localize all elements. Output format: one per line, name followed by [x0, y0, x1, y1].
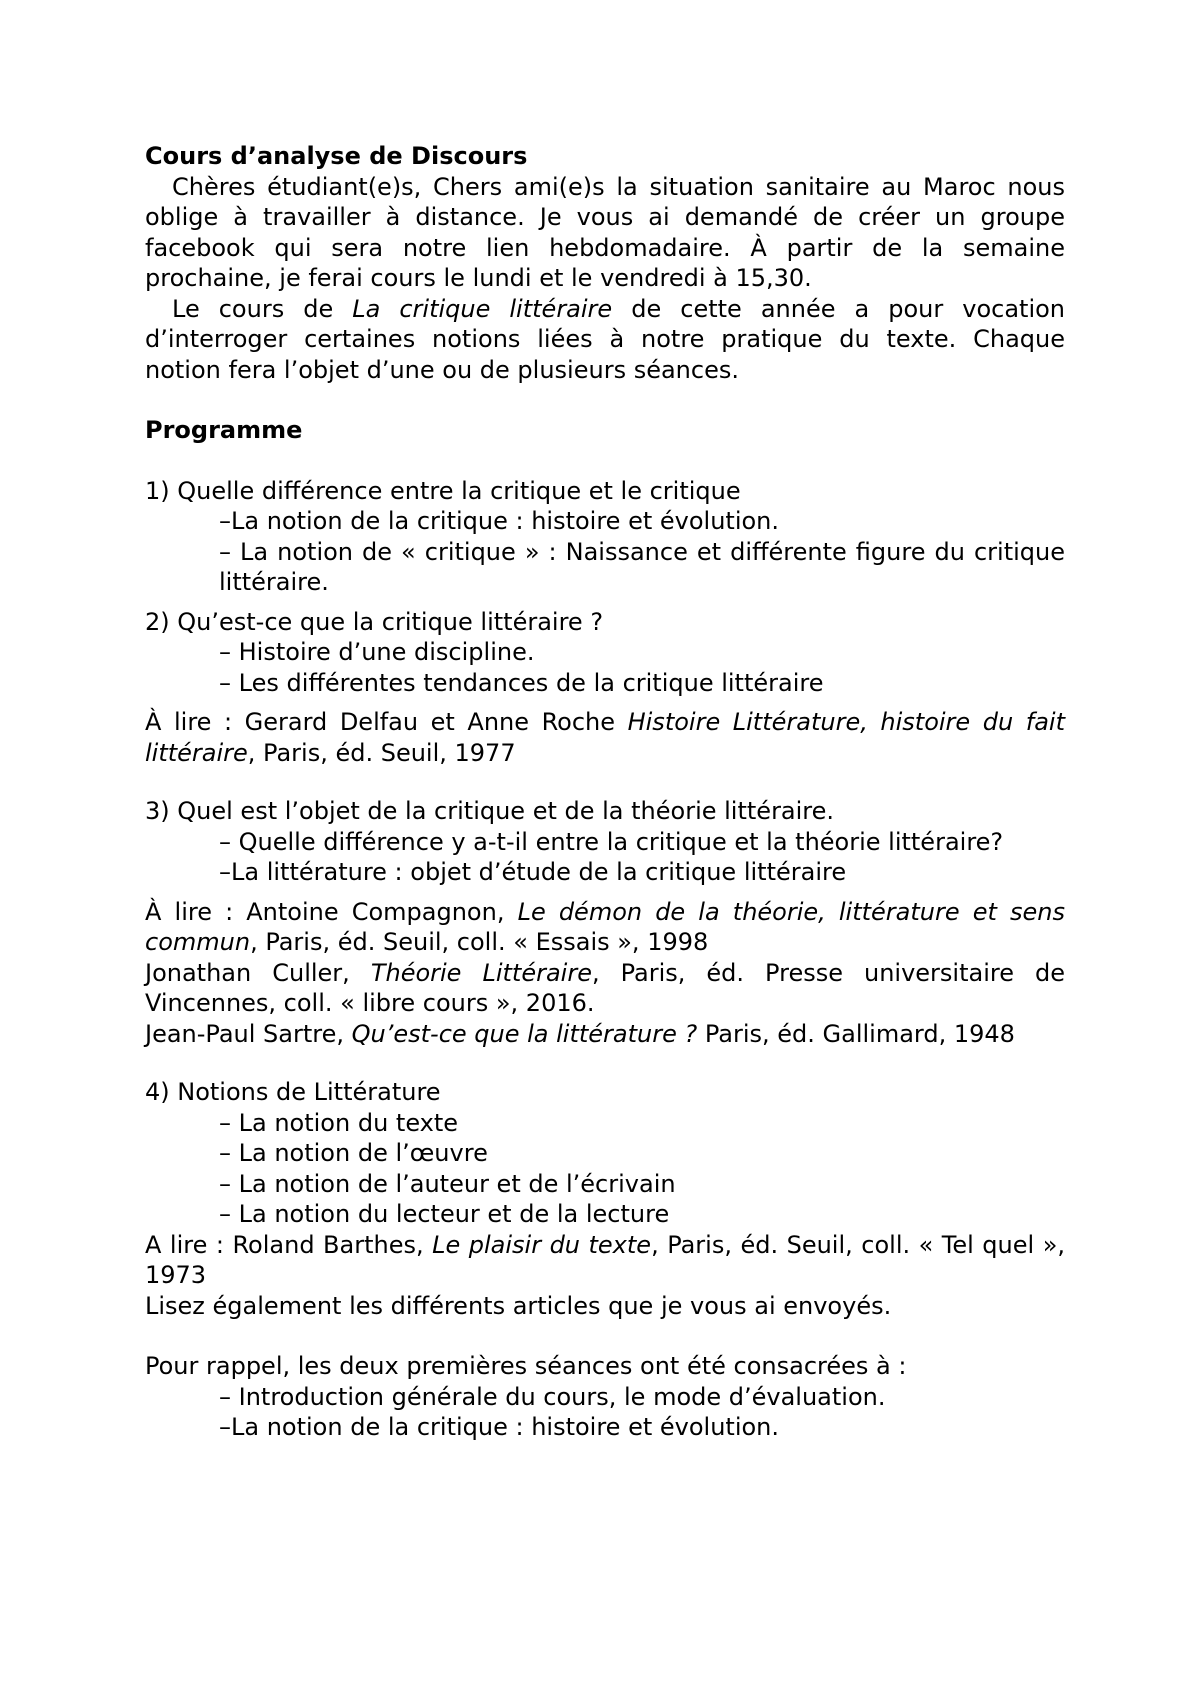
reading-book-title: Le démon de la théorie, littérature et sens commun — [145, 897, 1066, 956]
section-4-item: – La notion de l’œuvre — [219, 1139, 488, 1167]
reminder-item: –La notion de la critique : histoire et évolution. — [219, 1413, 780, 1441]
reading-author: Jean-Paul Sartre, — [145, 1019, 352, 1048]
section-4-item: – La notion du lecteur et de la lecture — [219, 1200, 670, 1228]
section-4-heading: 4) Notions de Littérature — [145, 1078, 441, 1106]
intro-paragraph-1: Chères étudiant(e)s, Chers ami(e)s la situation sanitaire au Maroc nous oblige à travailler à distance. Je vous ai demandé de créer un groupe facebook qui sera notre lien hebdomadaire. À partir de la semaine prochaine, je ferai cours le lundi et le vendredi à 15,30. — [145, 172, 1065, 292]
section-2-item: – Histoire d’une discipline. — [219, 638, 535, 666]
reading-book-title: Histoire Littérature, histoire du fait littéraire — [145, 708, 1066, 767]
section-1-item: –La notion de la critique : histoire et évolution. — [219, 507, 780, 535]
intro-p2-text-post: de cette année a pour vocation d’interroger certaines notions liées à notre pratique du texte. Chaque notion fera l’objet d’une ou de plusieurs séances. — [145, 294, 1066, 384]
reading-author: À lire : Antoine Compagnon, — [145, 897, 518, 926]
section-4-item: – La notion de l’auteur et de l’écrivain — [219, 1169, 676, 1198]
section-4-reading — [145, 1230, 1065, 1291]
reading-book-title: Qu’est-ce que la littérature ? — [351, 1019, 698, 1048]
section-2-heading: 2) Qu’est-ce que la critique littéraire ? — [145, 607, 604, 636]
reading-publisher: , Paris, éd. Seuil, coll. « Essais », 1998 — [250, 928, 709, 956]
reminder-text: Pour rappel, les deux premières séances ont été consacrées à : — [145, 1352, 907, 1380]
section-2-item: – Les différentes tendances de la critique littéraire — [219, 668, 824, 697]
section-4-note: Lisez également les différents articles que je vous ai envoyés. — [145, 1291, 892, 1320]
section-2-reading — [145, 707, 1065, 768]
reading-author: Jonathan Culler, — [145, 958, 371, 987]
section-1-item: – La notion de « critique » : Naissance et différente figure du critique littéraire. — [219, 537, 1065, 596]
section-3-heading: 3) Quel est l’objet de la critique et de la théorie littéraire. — [145, 797, 835, 825]
reading-publisher: , Paris, éd. Seuil, coll. « Tel quel », 1973 — [145, 1230, 1065, 1289]
intro-paragraph-2 — [145, 294, 1065, 386]
intro-p2-course-title: La critique littéraire — [352, 294, 613, 323]
section-1-heading: 1) Quelle différence entre la critique et le critique — [145, 476, 741, 505]
section-3-reading — [145, 958, 1065, 1019]
section-3-item: –La littérature : objet d’étude de la critique littéraire — [219, 858, 847, 886]
reading-book-title: Théorie Littéraire — [370, 958, 592, 987]
reading-book-title: Le plaisir du texte — [432, 1230, 652, 1259]
reading-publisher: Paris, éd. Gallimard, 1948 — [697, 1019, 1015, 1048]
intro-p2-text-pre: Le cours de — [172, 294, 353, 323]
section-3-reading — [145, 897, 1065, 958]
document-title: Cours d’analyse de Discours — [145, 142, 528, 170]
reminder-item: – Introduction générale du cours, le mode d’évaluation. — [219, 1382, 886, 1411]
reading-author: A lire : Roland Barthes, — [145, 1230, 433, 1259]
section-3-item: – Quelle différence y a-t-il entre la critique et la théorie littéraire? — [219, 827, 1004, 856]
reading-publisher: , Paris, éd. Presse universitaire de Vincennes, coll. « libre cours », 2016. — [145, 958, 1066, 1017]
section-3-reading — [145, 1019, 1065, 1050]
section-4-item: – La notion du texte — [219, 1108, 459, 1137]
reading-publisher: , Paris, éd. Seuil, 1977 — [247, 738, 516, 767]
reading-author: À lire : Gerard Delfau et Anne Roche — [145, 708, 628, 736]
document-page — [145, 141, 1065, 1443]
programme-heading: Programme — [145, 416, 303, 444]
